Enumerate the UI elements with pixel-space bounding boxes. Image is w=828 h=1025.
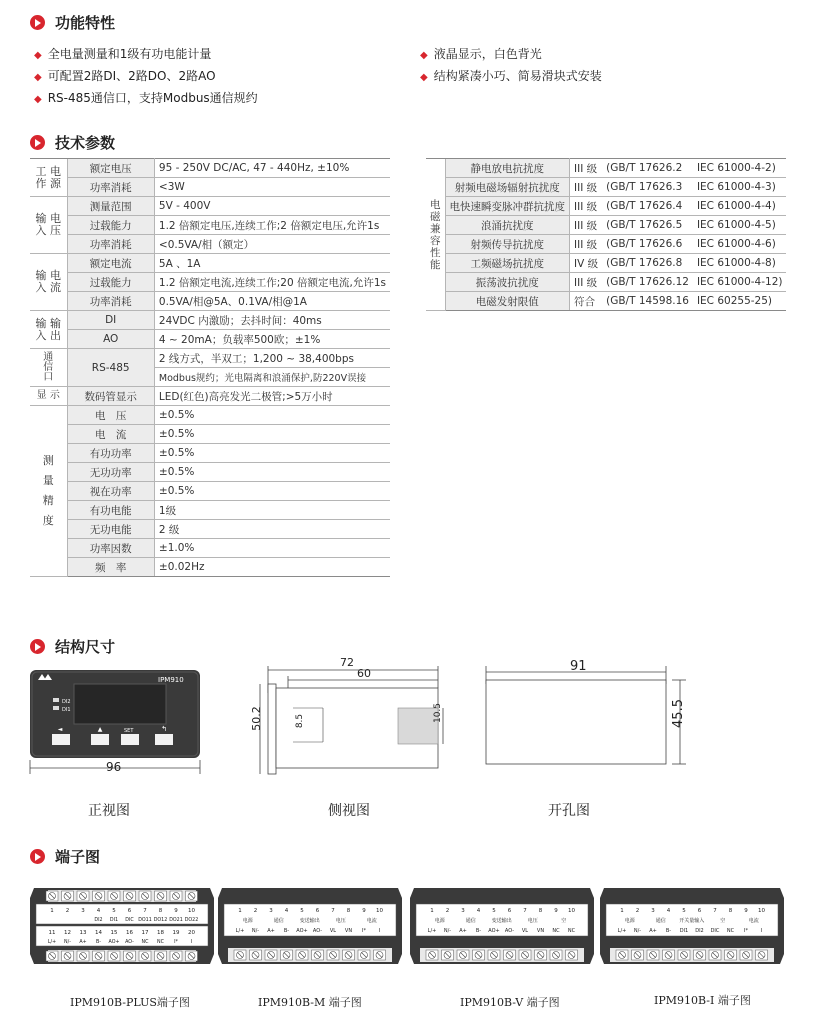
arrow-circle-icon [30,639,45,654]
terminal-signal: DI2 [695,928,704,934]
terminal-signal: B- [475,928,482,934]
terminal-number: 7 [331,908,335,914]
terminal-number: 10 [376,908,383,914]
diamond-icon: ◆ [420,50,428,61]
table-row: 无功电能 2 级 [30,520,390,539]
svg-text:▲: ▲ [97,726,103,733]
terminal-number: 6 [127,908,132,914]
terminal-signal: DO11 [138,918,152,923]
table-row: 功率消耗 <0.5VA/相（额定） [30,235,390,254]
diamond-icon: ◆ [34,50,42,61]
terminal-number: 17 [141,930,149,936]
terminal-number: 1 [430,908,434,914]
terminal-number: 11 [48,930,56,936]
terminal-number: 10 [188,908,195,914]
terminal-signal: VN [536,928,545,934]
side-b-dim: 10.5 [433,702,444,724]
table-row: 显 示 数码管显示 LED(红色)高亮发光二极管;>5万小时 [30,387,390,406]
terminal-number: 12 [64,930,71,936]
table-row: 电快速瞬变脉冲群抗扰度 III 级 (GB/T 17626.4 IEC 61000-4-4) [426,197,786,216]
terminal-number: 16 [126,930,133,936]
model-label: IPM910 [158,676,184,684]
table-row: 振荡波抗扰度 III 级 (GB/T 17626.12 IEC 61000-4-12) [426,273,786,292]
left-key[interactable] [52,734,70,745]
table-row: 电 磁 兼 容 性 能 静电放电抗扰度 III 级 (GB/T 17626.2 IEC 61000-4-2) [426,159,786,178]
table-row: 有功功率 ±0.5% [30,444,390,463]
table-row: 功率消耗 0.5VA/相@5A、0.1VA/相@1A [30,292,390,311]
terminal-number: 14 [95,930,102,936]
diamond-icon: ◆ [34,72,42,83]
terminal-v-drawing [408,878,596,970]
terminal-group-label: 电源 [242,918,253,924]
terminal-number: 7 [713,908,717,914]
terminal-signal: I [760,928,763,934]
terminal-signal: NC [552,928,560,934]
terminal-signal: L/+ [617,928,627,934]
svg-text:↰: ↰ [161,725,167,733]
terminal-signal: NC [157,940,164,945]
terminal-signal: NC [567,928,576,934]
front-width-dim: 96 [106,760,122,774]
terminal-number: 8 [346,908,351,914]
terminal-signal: I* [744,928,748,934]
terminal-signal: VL [329,928,337,934]
terminal-number: 3 [461,908,465,914]
terminal-m-drawing [216,878,404,970]
table-row: Modbus规约；光电隔离和浪涌保护,防220V误接 [30,368,390,387]
terminal-signal: AO+ [108,940,120,945]
cutout-caption: 开孔图 [548,803,590,819]
terminal-i-drawing [598,878,786,970]
terminal-number: 5 [112,908,116,914]
terminal-signal: NC [726,928,735,934]
terminal-signal: DIC [125,918,134,923]
terminal-group-label: 变送输出 [491,918,512,924]
terminal-group-label: 电流 [748,918,759,924]
terminal-caption: IPM910B-I 端子图 [654,994,751,1007]
terminal-signal: AO+ [296,928,308,934]
group-label: 工 电 作 源 [30,159,67,197]
side-view-drawing [248,658,448,783]
terminal-number: 2 [253,908,258,914]
cutout-rect [486,680,666,764]
terminal-signal: L/+ [47,940,57,945]
terminal-signal: AO- [504,928,515,934]
group-label: 输 电 入 流 [30,254,67,311]
terminal-number: 3 [269,908,273,914]
table-row: 浪涌抗扰度 III 级 (GB/T 17626.5 IEC 61000-4-5) [426,216,786,235]
terminal-signal: I [378,928,381,934]
feature-item: ◆ RS-485通信口，支持Modbus通信规约 [34,91,258,105]
terminal-signal: L/+ [427,928,437,934]
terminals-heading: 端子图 [30,846,100,867]
terminal-number: 6 [697,908,702,914]
di2-label: DI2 [62,699,71,705]
feature-item: ◆ 全电量测量和1级有功电能计量 [34,47,212,61]
di1-label: DI1 [62,707,71,713]
terminal-number: 3 [81,908,85,914]
bezel-side [268,684,276,774]
terminal-caption: IPM910B-PLUS端子图 [70,996,190,1009]
terminal-number: 4 [284,908,289,914]
diamond-icon: ◆ [420,72,428,83]
side-total-dim: 72 [340,656,354,669]
terminal-group-label: 开关量输入 [679,918,705,924]
side-height-dim: 50.2 [249,706,263,731]
terminal-number: 1 [50,908,54,914]
terminal-signal: AO+ [488,928,500,934]
terminal-signal: DO21 [169,918,183,923]
terminal-group-label: 电源 [434,918,445,924]
terminal-signal: NC [141,940,149,945]
table-row: 过载能力 1.2 倍额定电压,连续工作;2 倍额定电压,允许1s [30,216,390,235]
group-label: 显 示 [30,387,67,406]
terminal-number: 9 [174,908,178,914]
terminal-number: 1 [620,908,624,914]
terminal-signal: DIC [710,928,720,934]
terminal-number: 2 [445,908,450,914]
terminal-plus-drawing [28,878,216,970]
arrow-circle-icon [30,135,45,150]
terminal-signal: I* [362,928,366,934]
terminal-group-label: 通信 [273,918,284,924]
group-label: 输 输 入 出 [30,311,67,349]
terminal-group-label: 通信 [465,918,476,924]
terminal-group-label: 变送输出 [299,918,320,924]
terminal-number: 3 [651,908,655,914]
table-row: 电 流 ±0.5% [30,425,390,444]
side-a-dim: 8.5 [295,713,306,729]
group-label: 通 信 口 [30,349,67,387]
terminal-signal: DI2 [94,918,103,923]
set-label: SET [124,728,134,734]
table-row: 输 输 入 出 DI 24VDC 内激励；去抖时间：40ms [30,311,390,330]
features-heading: 功能特性 [30,12,115,33]
terminal-number: 7 [143,908,147,914]
table-row: 有功电能 1级 [30,501,390,520]
enter-key[interactable] [155,734,173,745]
terminal-caption: IPM910B-V 端子图 [460,996,560,1009]
terminal-signal: A+ [649,928,657,934]
terminal-signal: AO- [125,940,134,945]
emc-label: 电 磁 兼 容 性 能 [426,159,445,311]
terminal-number: 13 [79,930,87,936]
terminal-number: 9 [362,908,366,914]
terminal-group-label: 电流 [366,918,377,924]
table-row: 无功功率 ±0.5% [30,463,390,482]
diamond-icon: ◆ [34,94,42,105]
group-label: 输 电 入 压 [30,197,67,254]
table-row: 视在功率 ±0.5% [30,482,390,501]
feature-item: ◆ 液晶显示，白色背光 [420,47,542,61]
specs-heading: 技术参数 [30,132,115,153]
table-row: 过载能力 1.2 倍额定电流,连续工作;20 倍额定电流,允许1s [30,273,390,292]
table-row: 电磁发射限值 符合 (GB/T 14598.16 IEC 60255-25) [426,292,786,311]
terminal-number: 15 [110,930,118,936]
front-view-caption: 正视图 [88,803,130,819]
terminal-signal: DI1 [679,928,689,934]
arrow-circle-icon [30,849,45,864]
terminal-number: 4 [476,908,481,914]
terminal-group-label: 电压 [527,918,538,924]
terminal-signal: A+ [79,940,87,945]
terminal-group-label: 电压 [335,918,346,924]
table-row: 输 电 入 流 额定电流 5A 、1A [30,254,390,273]
terminal-signal: I [190,940,193,945]
table-row: AO 4 ~ 20mA；负载率500欧；±1% [30,330,390,349]
emc-table [426,158,786,311]
terminal-number: 2 [635,908,640,914]
table-row: 功率因数 ±1.0% [30,539,390,558]
table-row: 功率消耗 <3W [30,178,390,197]
terminal-group-label: 通信 [655,918,666,924]
spec-table [30,158,390,577]
terminal-signal: N/- [443,928,452,934]
terminal-number: 5 [300,908,304,914]
terminal-signal: VN [344,928,353,934]
up-key[interactable] [91,734,109,745]
terminal-number: 6 [507,908,512,914]
arrow-circle-icon [30,15,45,30]
table-row: 射频传导抗扰度 III 级 (GB/T 17626.6 IEC 61000-4-6) [426,235,786,254]
group-label: 测 量 精 度 [30,406,67,577]
terminal-signal: AO- [312,928,323,934]
side-depth-dim: 60 [357,667,371,680]
structure-heading: 结构尺寸 [30,636,115,657]
table-row: 通 信 口 RS-485 2 线方式，半双工；1,200 ~ 38,400bps [30,349,390,368]
terminal-signal: N/- [251,928,260,934]
terminal-signal: DO22 [184,918,199,923]
feature-item: ◆ 可配置2路DI、2路DO、2路AO [34,69,216,83]
terminal-group-label: 空 [561,918,567,924]
terminal-number: 4 [666,908,671,914]
terminal-number: 1 [238,908,242,914]
terminal-signal: A+ [459,928,467,934]
svg-text:◄: ◄ [57,726,63,733]
terminal-number: 19 [172,930,180,936]
terminal-number: 10 [568,908,575,914]
table-row: 测 量 精 度 电 压 ±0.5% [30,406,390,425]
terminal-group-label: 空 [720,918,726,924]
table-row: 输 电 入 压 测量范围 5V - 400V [30,197,390,216]
cutout-height-dim: 45.5 [670,699,686,728]
terminal-number: 6 [315,908,320,914]
terminal-signal: B- [95,940,102,945]
table-row: 频 率 ±0.02Hz [30,558,390,577]
terminal-signal: A+ [267,928,275,934]
table-row: 工频磁场抗扰度 IV 级 (GB/T 17626.8 IEC 61000-4-8) [426,254,786,273]
terminal-signal: VL [521,928,529,934]
table-row: 射频电磁场辐射抗扰度 III 级 (GB/T 17626.3 IEC 61000-4-3) [426,178,786,197]
terminal-number: 4 [96,908,101,914]
table-row: 工 电 作 源 额定电压 95 - 250V DC/AC, 47 - 440Hz, ±10% [30,159,390,178]
terminal-number: 5 [492,908,496,914]
terminal-number: 10 [758,908,765,914]
terminal-number: 8 [158,908,163,914]
feature-item: ◆ 结构紧凑小巧、简易滑块式安装 [420,69,602,83]
led-display [74,684,166,724]
cutout-width-dim: 91 [570,659,587,674]
side-view-caption: 侧视图 [328,803,370,819]
cutout-drawing [476,660,696,770]
terminal-number: 18 [157,930,164,936]
terminal-signal: DO12 [153,918,168,923]
terminal-signal: B- [283,928,290,934]
terminal-number: 8 [728,908,733,914]
terminal-number: 9 [744,908,748,914]
terminal-number: 5 [682,908,686,914]
terminal-signal: I* [174,940,178,945]
terminal-group-label: 电源 [624,918,635,924]
terminal-signal: DI1 [109,918,119,923]
terminal-number: 2 [65,908,70,914]
terminal-signal: N/- [633,928,642,934]
terminal-signal: N/- [64,940,71,945]
terminal-number: 8 [538,908,543,914]
terminal-signal: L/+ [235,928,245,934]
terminal-number: 9 [554,908,558,914]
terminal-number: 7 [523,908,527,914]
terminal-signal: B- [665,928,672,934]
set-key[interactable] [121,734,139,745]
terminal-number: 20 [188,930,195,936]
terminal-caption: IPM910B-M 端子图 [258,996,362,1009]
